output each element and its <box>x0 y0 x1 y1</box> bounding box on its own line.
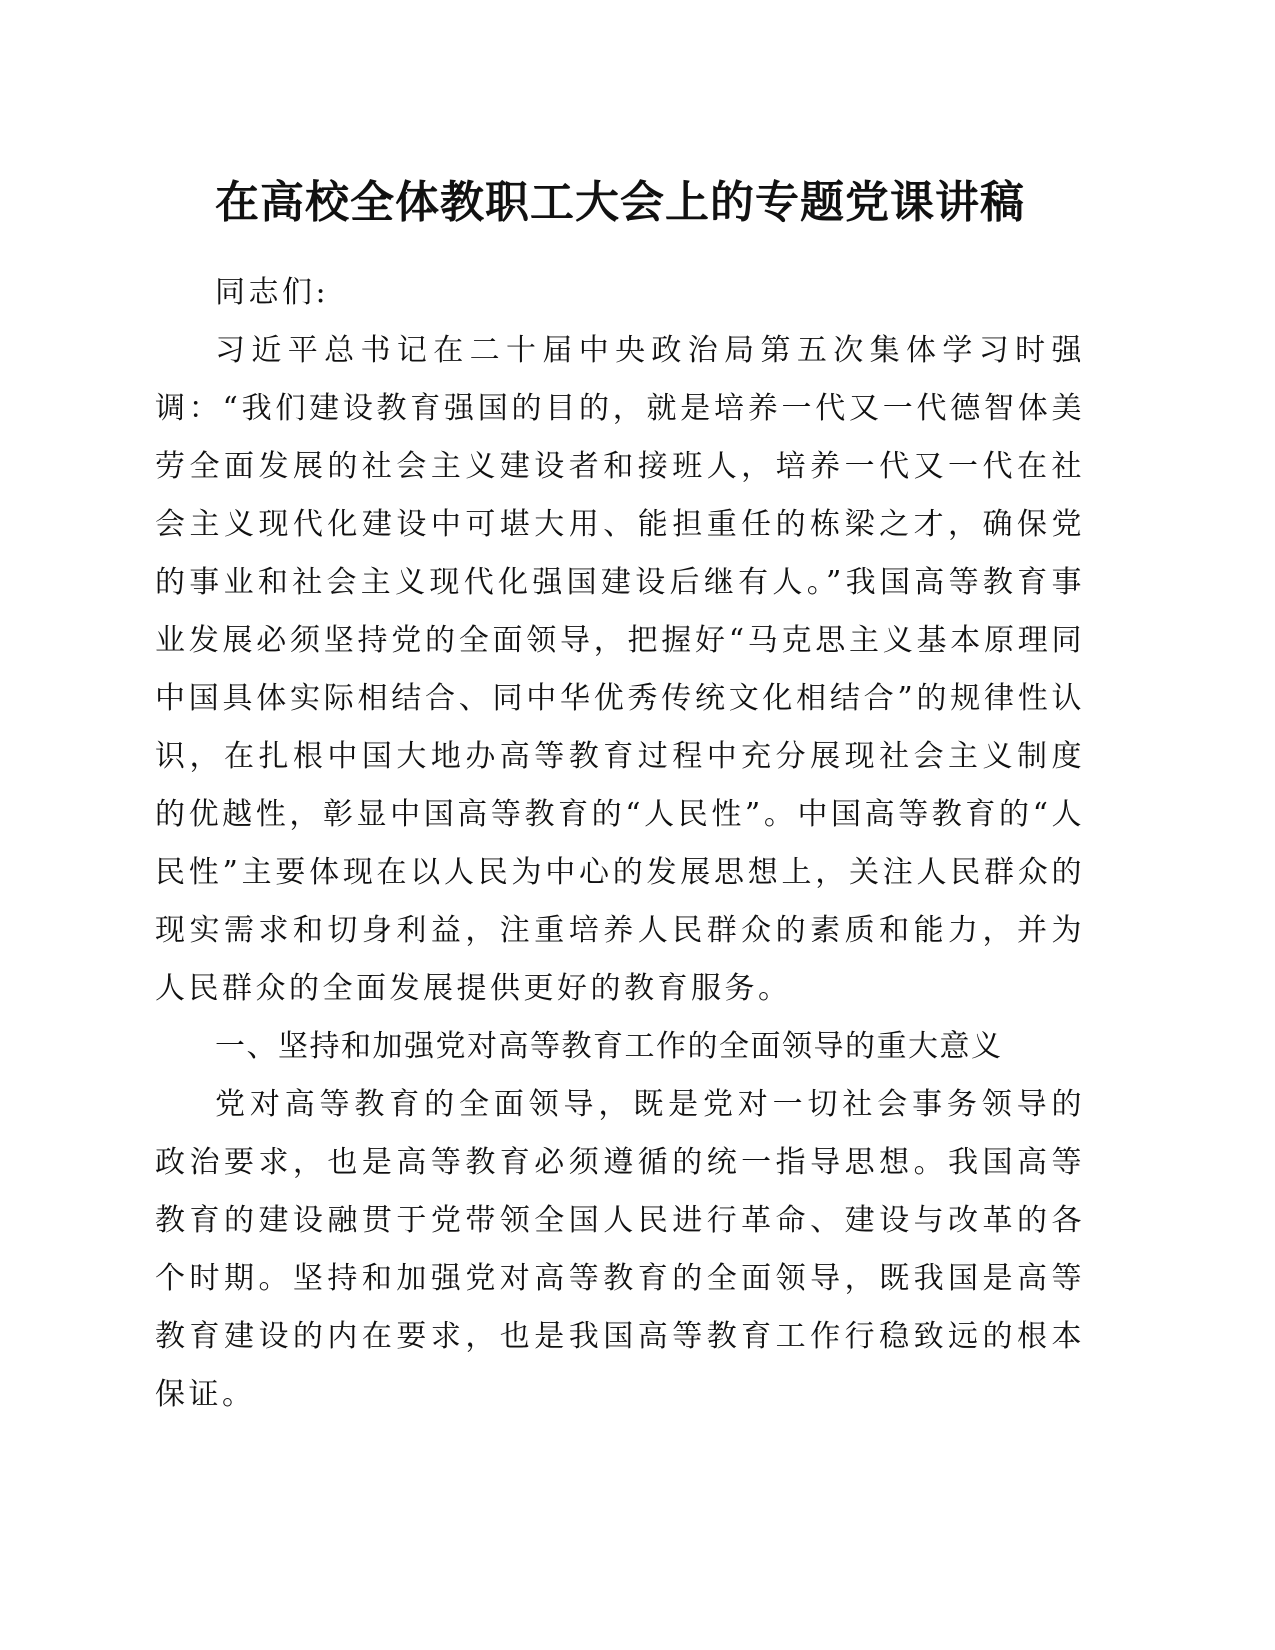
salutation: 同志们: <box>215 275 330 310</box>
document-title: 在高校全体教职工大会上的专题党课讲稿 <box>215 177 1025 228</box>
body-paragraph: 习近平总书记在二十届中央政治局第五次集体学习时强调：“我们建设教育强国的目的，就是培养一代又一代德智体美劳全面发展的社会主义建设者和接班人，培养一代又一代在社会主义现代化建设中可堪大用、能担重任的栋梁之才，确保党的事业和社会主义现代化强国建设后继有人。”我国高等教育事业发展必须坚持党的全面领导，把握好“马克思主义基本原理同中国具体实际相结合、同中华优秀传统文化相结合”的规律性认识，在扎根中国大地办高等教育过程中充分展现社会主义制度的优越性，彰显中国高等教育的“人民性”。中国高等教育的“人民性”主要体现在以人民为中心的发展思想上，关注人民群众的现实需求和切身利益，注重培养人民群众的素质和能力，并为人民群众的全面发展提供更好的教育服务。 <box>155 333 1085 1006</box>
document-page <box>155 168 1085 1424</box>
body-paragraph: 党对高等教育的全面领导，既是党对一切社会事务领导的政治要求，也是高等教育必须遵循的统一指导思想。我国高等教育的建设融贯于党带领全国人民进行革命、建设与改革的各个时期。坚持和加强党对高等教育的全面领导，既我国是高等教育建设的内在要求，也是我国高等教育工作行稳致远的根本保证。 <box>155 1087 1085 1412</box>
section-heading: 一、坚持和加强党对高等教育工作的全面领导的重大意义 <box>215 1029 1003 1064</box>
